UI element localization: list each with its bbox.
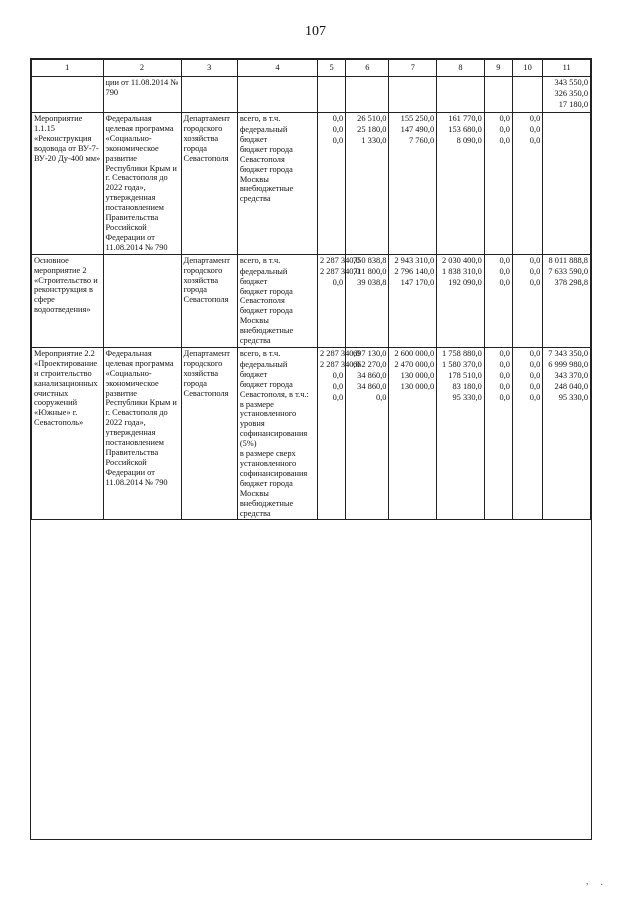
value-line: 34 860,0 (357, 381, 387, 391)
value-cell-c5 (317, 347, 360, 520)
source-line: внебюджетные средства (239, 326, 294, 346)
source-line: бюджет города Москвы (239, 164, 293, 184)
value-line: 697 130,0 (352, 348, 387, 358)
value-line: 7 760,0 (409, 136, 435, 145)
value-cell-c11 (543, 347, 591, 520)
value-cell-c10 (512, 347, 542, 520)
value-line: 0,0 (499, 370, 510, 380)
table-body (32, 77, 591, 520)
value-cell-c7 (389, 113, 437, 255)
value-line: 192 090,0 (448, 277, 482, 287)
value-line: 0,0 (529, 370, 541, 380)
source-line: всего, в т.ч. (239, 114, 281, 123)
header-row (32, 60, 591, 77)
value-cell-c9 (484, 77, 512, 113)
value-line: 8 011 888,8 (548, 255, 588, 265)
executor-cell: Департамент городского хозяйства города Севастополя (181, 254, 237, 347)
value-line: 750 838,8 (352, 255, 387, 265)
value-line: 0,0 (529, 348, 541, 358)
funding-table (31, 59, 591, 520)
value-line: 17 180,0 (558, 100, 588, 109)
source-line: бюджет города Севастополя (239, 286, 293, 306)
source-line: внебюджетные средства (239, 498, 294, 518)
basis-cell: ции от 11.08.2014 № 790 (103, 77, 181, 113)
value-cell-c9 (484, 347, 512, 520)
source-line: всего, в т.ч. (239, 255, 281, 265)
header-cell: 5 (317, 60, 345, 77)
basis-cell: Федеральная целевая программа «Социально-экономическое развитие Республики Крым и г. Севастополя до 2022 года», утвержденная постановлением Правительства Российской Федерации от 11.08.2014 № 790 (103, 113, 181, 255)
value-line: 0,0 (529, 392, 541, 402)
value-cell-c11 (543, 254, 591, 347)
value-line: 0,0 (499, 266, 510, 276)
value-line: 161 770,0 (448, 114, 482, 123)
table-row (32, 347, 591, 520)
value-cell-c7 (389, 77, 437, 113)
value-line: 0,0 (499, 392, 510, 402)
value-line: 83 180,0 (452, 381, 482, 391)
value-line: 95 330,0 (452, 392, 482, 402)
value-line: 248 040,0 (554, 381, 588, 391)
sources-cell (237, 347, 317, 520)
header-cell: 3 (181, 60, 237, 77)
value-line: 0,0 (529, 125, 541, 134)
value-line (391, 393, 434, 404)
value-line: 0,0 (499, 136, 510, 145)
value-cell-c8 (437, 254, 485, 347)
table-row (32, 77, 591, 113)
value-line: 0,0 (499, 125, 510, 134)
value-line: 1 838 310,0 (442, 266, 482, 276)
value-line: 2 030 400,0 (442, 255, 482, 265)
value-line: 378 298,8 (554, 277, 588, 287)
executor-cell: Департамент городского хозяйства города Севастополя (181, 347, 237, 520)
source-line: федеральный бюджет (239, 359, 288, 379)
table-row (32, 254, 591, 347)
value-line: 343 370,0 (554, 370, 588, 380)
header-cell: 9 (484, 60, 512, 77)
value-line: 1 330,0 (361, 136, 387, 145)
executor-cell (181, 77, 237, 113)
value-line: 130 000,0 (400, 381, 435, 391)
header-cell: 1 (32, 60, 104, 77)
value-cell-c10 (512, 113, 542, 255)
value-line: 0,0 (332, 370, 344, 380)
value-line: 326 350,0 (554, 89, 588, 98)
header-cell: 2 (103, 60, 181, 77)
value-line: 0,0 (499, 277, 510, 287)
value-cell-c8 (437, 113, 485, 255)
source-line: бюджет города Севастополя, в т.ч.: (239, 379, 309, 399)
value-line: 0,0 (499, 114, 510, 123)
value-line: 95 330,0 (558, 392, 588, 402)
value-cell-c10 (512, 77, 542, 113)
header-cell: 4 (237, 60, 317, 77)
value-cell-c11 (543, 77, 591, 113)
value-line: 0,0 (499, 348, 510, 358)
value-line: 0,0 (529, 255, 541, 265)
sources-cell (237, 254, 317, 347)
scan-mark: · (600, 880, 604, 891)
table-row (32, 113, 591, 255)
value-line: 0,0 (332, 136, 344, 145)
basis-cell (103, 254, 181, 347)
value-line: 130 000,0 (400, 370, 435, 380)
value-line: 662 270,0 (352, 359, 387, 369)
value-line: 2 287 340,0 (319, 359, 360, 369)
event-cell: Мероприятие 2.2 «Проектирование и строительство канализационных очистных сооружений «Южные» г. Севастополь» (32, 347, 104, 520)
value-line: 2 287 340,0 (319, 255, 360, 265)
value-line: 2 943 310,0 (394, 255, 435, 265)
header-cell: 7 (389, 60, 437, 77)
source-line: федеральный бюджет (239, 266, 288, 286)
value-line: 39 038,8 (357, 277, 387, 287)
value-cell-c5 (317, 113, 345, 255)
value-line: 178 510,0 (448, 370, 482, 380)
header-cell: 8 (437, 60, 485, 77)
value-cell-c6 (346, 347, 389, 520)
value-line: 0,0 (529, 277, 541, 287)
value-line: 0,0 (529, 114, 541, 123)
header-cell: 11 (543, 60, 591, 77)
header-cell: 10 (512, 60, 542, 77)
value-cell-c9 (484, 254, 512, 347)
value-cell-c8 (437, 347, 485, 520)
event-cell: Основное мероприятие 2 «Строительство и реконструкция в сфере водоотведения» (32, 254, 104, 347)
sources-cell (237, 113, 317, 255)
value-line: 0,0 (332, 392, 344, 402)
value-cell-c9 (484, 113, 512, 255)
source-line: в размере сверх установленного софинансирования (239, 449, 308, 478)
value-line: 0,0 (332, 114, 344, 123)
event-cell (32, 77, 104, 113)
source-line: федеральный бюджет (239, 125, 288, 144)
value-line: 0,0 (332, 277, 344, 287)
value-line: 2 287 340,0 (319, 348, 360, 358)
value-cell-c5 (317, 254, 360, 347)
value-line: 0,0 (332, 125, 344, 134)
value-line: 2 796 140,0 (394, 266, 435, 276)
value-line: 343 550,0 (554, 78, 588, 87)
source-line: бюджет города Москвы (239, 306, 293, 326)
value-line: 0,0 (529, 359, 541, 369)
basis-cell: Федеральная целевая программа «Социально-экономическое развитие Республики Крым и г. Севастополя до 2022 года», утвержденная постановлением Правительства Российской Федерации от 11.08.2014 № 790 (103, 347, 181, 520)
value-line: 711 800,0 (353, 266, 387, 276)
header-cell: 6 (346, 60, 389, 77)
value-line: 7 343 350,0 (548, 348, 588, 358)
value-line: 0,0 (499, 359, 510, 369)
value-line: 6 999 980,0 (548, 359, 588, 369)
value-line: 2 470 000,0 (394, 359, 435, 369)
value-cell-c6 (346, 77, 389, 113)
value-line: 0,0 (529, 381, 541, 391)
value-line: 1 580 370,0 (442, 359, 482, 369)
value-line: 2 600 000,0 (394, 348, 435, 358)
value-cell-c7 (389, 254, 437, 347)
value-cell-c5 (317, 77, 345, 113)
source-line: внебюджетные средства (239, 184, 294, 204)
value-line: 0,0 (376, 392, 387, 402)
value-line: 2 287 340,0 (319, 266, 360, 276)
scan-mark: , (586, 876, 589, 887)
value-cell-c6 (346, 113, 389, 255)
value-line: 155 250,0 (400, 114, 435, 123)
value-line: 8 090,0 (456, 136, 482, 145)
page-number: 107 (305, 24, 326, 39)
value-line: 0,0 (332, 381, 344, 391)
value-line: 0,0 (499, 381, 510, 391)
source-line: бюджет города Севастополя (239, 144, 293, 164)
value-cell-c10 (512, 254, 542, 347)
value-line: 147 170,0 (400, 277, 435, 287)
source-line: всего, в т.ч. (239, 348, 281, 358)
event-cell: Мероприятие 1.1.15 «Реконструкция водовода от ВУ-7-ВУ-20 Ду-400 мм» (32, 113, 104, 255)
value-cell-c7 (389, 347, 437, 520)
value-line: 0,0 (499, 255, 510, 265)
value-cell-c11 (543, 113, 591, 255)
value-cell-c8 (437, 77, 485, 113)
source-line: бюджет города Москвы (239, 478, 293, 498)
value-line: 0,0 (529, 266, 541, 276)
value-line: 1 758 880,0 (442, 348, 482, 358)
value-line: 153 680,0 (448, 125, 482, 134)
value-line: 7 633 590,0 (548, 266, 588, 276)
value-line: 34 860,0 (357, 370, 387, 380)
value-line: 147 490,0 (400, 125, 435, 134)
source-line: в размере установленного уровня софинансирования (5%) (239, 399, 308, 449)
sources-cell (237, 77, 317, 113)
table-container (30, 58, 592, 840)
value-line: 26 510,0 (357, 114, 387, 123)
value-line: 25 180,0 (357, 125, 387, 134)
value-line: 0,0 (529, 136, 541, 145)
executor-cell: Департамент городского хозяйства города Севастополя (181, 113, 237, 255)
